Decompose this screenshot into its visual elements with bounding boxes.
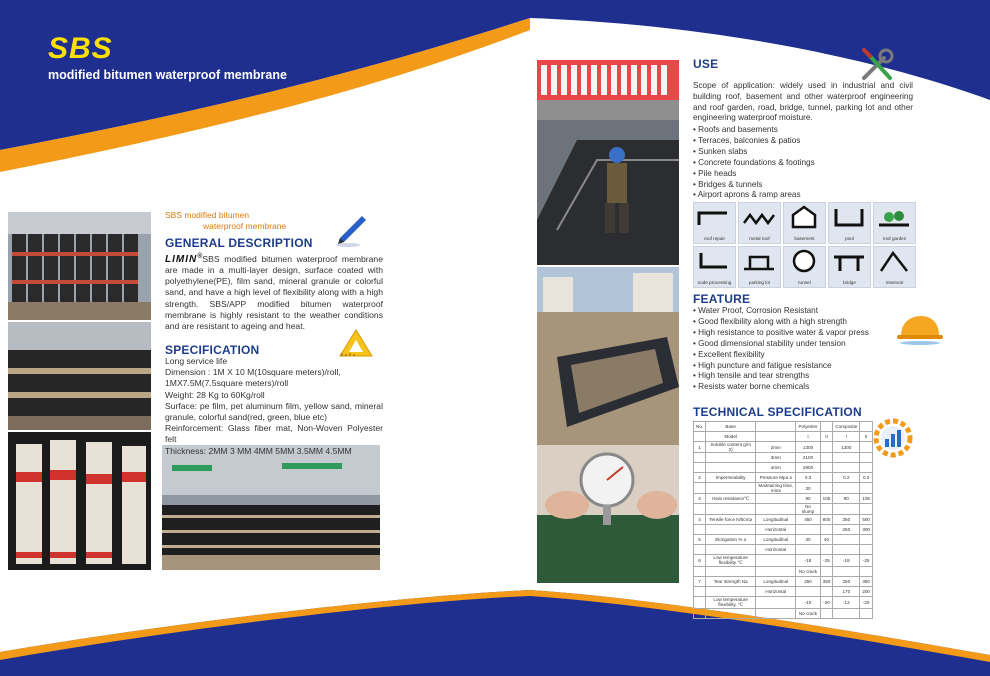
brand-registered-mark: ® bbox=[197, 253, 203, 260]
use-item: • Airport aprons & ramp areas bbox=[693, 190, 815, 201]
table-cell: 3mm bbox=[756, 453, 796, 463]
feature-item: • High puncture and fatigue resistance bbox=[693, 361, 869, 372]
table-cell: Tensile force N/5cm≥ bbox=[706, 515, 756, 525]
table-cell bbox=[833, 535, 860, 545]
table-row bbox=[694, 525, 873, 535]
table-cell bbox=[820, 453, 833, 463]
table-cell bbox=[860, 453, 873, 463]
table-cell: Polyester bbox=[796, 422, 820, 432]
table-cell bbox=[694, 504, 706, 515]
table-cell: 1 bbox=[694, 442, 706, 453]
table-cell bbox=[820, 545, 833, 555]
basement-icon bbox=[787, 205, 822, 229]
table-cell bbox=[820, 609, 833, 619]
table-cell bbox=[820, 463, 833, 473]
table-cell: 2mm bbox=[756, 442, 796, 453]
table-cell bbox=[694, 432, 706, 442]
spec-line: Weight: 28 Kg to 60Kg/roll bbox=[165, 389, 265, 400]
table-cell bbox=[694, 609, 706, 619]
use-item: • Terraces, balconies & patios bbox=[693, 136, 815, 147]
table-cell: Longitudinal bbox=[756, 535, 796, 545]
table-cell bbox=[796, 545, 820, 555]
roof-repair-icon bbox=[697, 205, 732, 229]
general-description-heading: GENERAL DESCRIPTION bbox=[165, 236, 313, 250]
table-cell bbox=[833, 453, 860, 463]
general-description-text bbox=[165, 251, 383, 332]
technical-specification-table bbox=[693, 421, 873, 619]
spec-line: Dimension : 1M X 10 M(10square meters)/roll, bbox=[165, 367, 341, 378]
pool-icon bbox=[832, 205, 867, 229]
table-row bbox=[694, 453, 873, 463]
table-cell bbox=[820, 442, 833, 453]
parking-lot-icon bbox=[742, 249, 777, 273]
wrench-screwdriver-icon bbox=[858, 46, 898, 84]
table-cell: 2900 bbox=[796, 463, 820, 473]
feature-item: • Good flexibility along with a high strength bbox=[693, 317, 869, 328]
photo-factory-floor bbox=[162, 445, 380, 570]
table-cell: Composite bbox=[833, 422, 860, 432]
table-cell bbox=[820, 587, 833, 597]
table-cell: -10 bbox=[796, 597, 820, 609]
table-cell: 170 bbox=[833, 587, 860, 597]
reservoir-icon bbox=[877, 249, 912, 273]
table-cell bbox=[694, 597, 706, 609]
table-cell bbox=[833, 504, 860, 515]
table-cell: 2100 bbox=[796, 453, 820, 463]
table-cell bbox=[833, 463, 860, 473]
table-cell: I bbox=[796, 432, 820, 442]
use-item: • Pile heads bbox=[693, 169, 815, 180]
application-tile-roof-garden: roof garden bbox=[873, 202, 916, 244]
feature-list bbox=[693, 306, 869, 393]
bridge-icon bbox=[832, 249, 867, 273]
table-cell: 105 bbox=[820, 494, 833, 504]
spec-line: Reinforcement: Glass fiber mat, Non-Woven Polyester felt bbox=[165, 423, 383, 445]
table-cell bbox=[694, 463, 706, 473]
specification-list bbox=[165, 356, 383, 457]
table-cell bbox=[860, 545, 873, 555]
table-cell bbox=[706, 483, 756, 494]
table-cell: 200 bbox=[860, 587, 873, 597]
table-cell: Elongation % ≥ bbox=[706, 535, 756, 545]
table-cell: Tear strength N≥ bbox=[706, 577, 756, 587]
table-cell: Low temperature flexibility ℃ bbox=[706, 555, 756, 567]
spec-line: Long service life bbox=[165, 356, 228, 366]
table-cell: 30 bbox=[796, 483, 820, 494]
table-cell: No slump bbox=[796, 504, 820, 515]
table-cell: 7 bbox=[694, 577, 706, 587]
table-cell: Low temperature flexibility, ℃ bbox=[706, 597, 756, 609]
application-tile-bridge: bridge bbox=[828, 246, 871, 288]
table-cell: 1300 bbox=[833, 442, 860, 453]
set-square-ruler-icon bbox=[336, 326, 376, 360]
feature-heading: FEATURE bbox=[693, 292, 751, 306]
application-tile-tunnel: tunnel bbox=[783, 246, 826, 288]
table-row bbox=[694, 422, 873, 432]
table-cell bbox=[694, 453, 706, 463]
photo-roll-stacks bbox=[8, 322, 151, 430]
table-cell: Impermeability bbox=[706, 473, 756, 483]
pen-icon bbox=[334, 212, 368, 248]
table-cell: -20 bbox=[820, 597, 833, 609]
table-cell bbox=[706, 504, 756, 515]
table-cell bbox=[820, 473, 833, 483]
feature-item: • Good dimensional stability under tension bbox=[693, 339, 869, 350]
table-cell: I bbox=[833, 432, 860, 442]
orange-heading-line1: SBS modified bitumen bbox=[165, 210, 250, 220]
metal-roof-icon bbox=[742, 205, 777, 229]
table-cell: 450 bbox=[796, 515, 820, 525]
table-cell: Pressure Mpa ≥ bbox=[756, 473, 796, 483]
table-cell bbox=[860, 567, 873, 577]
table-cell bbox=[694, 587, 706, 597]
table-cell: No crack bbox=[796, 567, 820, 577]
table-cell: Longitudinal bbox=[756, 515, 796, 525]
application-tile-pool: pool bbox=[828, 202, 871, 244]
table-cell: 2 bbox=[694, 473, 706, 483]
table-cell: 250 bbox=[833, 525, 860, 535]
application-tile-reservoir: reservoir bbox=[873, 246, 916, 288]
use-list bbox=[693, 125, 815, 201]
orange-heading-line2: waterproof membrane bbox=[203, 221, 287, 231]
table-cell: 500 bbox=[860, 515, 873, 525]
table-cell bbox=[706, 453, 756, 463]
table-cell bbox=[756, 609, 796, 619]
table-cell bbox=[860, 422, 873, 432]
brand-name: LIMIN bbox=[165, 253, 198, 265]
table-row bbox=[694, 597, 873, 609]
table-cell: 0.2 bbox=[833, 473, 860, 483]
technical-specification-heading: TECHNICAL SPECIFICATION bbox=[693, 405, 862, 419]
table-cell bbox=[694, 483, 706, 494]
table-cell bbox=[820, 422, 833, 432]
table-cell: 40 bbox=[820, 535, 833, 545]
application-tile-roof-repair: roof repair bbox=[693, 202, 736, 244]
table-cell bbox=[706, 525, 756, 535]
table-cell: 6 bbox=[694, 555, 706, 567]
table-cell bbox=[833, 567, 860, 577]
gear-chart-icon bbox=[871, 417, 915, 459]
table-cell: Horizontal bbox=[756, 525, 796, 535]
table-cell: Model bbox=[706, 432, 756, 442]
table-cell: No crack bbox=[796, 609, 820, 619]
table-cell: II bbox=[820, 432, 833, 442]
feature-item: • Excellent flexibility bbox=[693, 350, 869, 361]
use-scope-text: Scope of application: widely used in industrial and civil building roof, basement and other waterproof engineering and roof garden, road, bridge, tunnel, parking lot and other engineering waterproof moisture. bbox=[693, 81, 913, 123]
table-row bbox=[694, 483, 873, 494]
table-cell: 300 bbox=[860, 525, 873, 535]
brochure-title: SBS bbox=[48, 32, 113, 65]
table-cell bbox=[756, 567, 796, 577]
table-cell bbox=[820, 504, 833, 515]
table-cell bbox=[756, 555, 796, 567]
table-cell: 4mm bbox=[756, 463, 796, 473]
photo-roll-labels-closeup bbox=[8, 432, 151, 570]
table-cell bbox=[694, 525, 706, 535]
table-row bbox=[694, 463, 873, 473]
table-row bbox=[694, 567, 873, 577]
table-cell: II bbox=[860, 432, 873, 442]
tunnel-icon bbox=[787, 249, 822, 273]
table-cell: -18 bbox=[833, 555, 860, 567]
application-tile-node-processing: node processing bbox=[693, 246, 736, 288]
table-cell: Base bbox=[706, 422, 756, 432]
table-cell: 250 bbox=[833, 577, 860, 587]
feature-item: • Resists water borne chemicals bbox=[693, 382, 869, 393]
table-cell: 5 bbox=[694, 535, 706, 545]
table-cell: Horizontal bbox=[756, 587, 796, 597]
table-cell bbox=[706, 567, 756, 577]
table-cell bbox=[860, 535, 873, 545]
spec-line: Surface: pe film, pet aluminum film, yellow sand, mineral granule, colorful sand(red, green, blue etc) bbox=[165, 400, 383, 423]
table-cell bbox=[860, 504, 873, 515]
table-cell bbox=[694, 545, 706, 555]
table-cell: 800 bbox=[820, 515, 833, 525]
node-processing-icon bbox=[697, 249, 732, 273]
table-cell bbox=[833, 483, 860, 494]
table-row bbox=[694, 555, 873, 567]
table-cell bbox=[706, 609, 756, 619]
table-cell bbox=[860, 463, 873, 473]
table-row bbox=[694, 545, 873, 555]
use-item: • Concrete foundations & footings bbox=[693, 158, 815, 169]
table-row bbox=[694, 577, 873, 587]
table-cell: -25 bbox=[860, 555, 873, 567]
table-cell: 90 bbox=[796, 494, 820, 504]
application-tile-parking-lot: parking lot bbox=[738, 246, 781, 288]
table-cell: -25 bbox=[820, 555, 833, 567]
table-row bbox=[694, 442, 873, 453]
table-cell: Longitudinal bbox=[756, 577, 796, 587]
spec-line: Thickness: 2MM 3 MM 4MM 5MM 3.5MM 4.5MM bbox=[165, 445, 352, 456]
feature-item: • Water Proof, Corrosion Resistant bbox=[693, 306, 869, 317]
use-item: • Bridges & tunnels bbox=[693, 180, 815, 191]
table-cell bbox=[694, 567, 706, 577]
table-cell bbox=[820, 567, 833, 577]
table-cell: 350 bbox=[820, 577, 833, 587]
table-cell bbox=[860, 442, 873, 453]
table-cell: 90 bbox=[833, 494, 860, 504]
hard-hat-icon bbox=[895, 312, 945, 346]
table-cell: 1300 bbox=[796, 442, 820, 453]
table-row bbox=[694, 587, 873, 597]
table-cell: Heat resistance℃ bbox=[706, 494, 756, 504]
table-cell: 105 bbox=[860, 494, 873, 504]
table-cell: -18 bbox=[796, 555, 820, 567]
feature-item: • High tensile and tear strengths bbox=[693, 371, 869, 382]
table-row bbox=[694, 504, 873, 515]
table-cell bbox=[833, 609, 860, 619]
brochure-subtitle: modified bitumen waterproof membrane bbox=[48, 68, 287, 82]
table-cell bbox=[756, 432, 796, 442]
table-cell: Maintaining time, min≥ bbox=[756, 483, 796, 494]
table-cell: 30 bbox=[796, 535, 820, 545]
photo-membrane-rolls-warehouse bbox=[8, 212, 151, 320]
table-cell bbox=[833, 545, 860, 555]
specification-heading: SPECIFICATION bbox=[165, 343, 260, 357]
feature-item: • High resistance to positive water & vapor press bbox=[693, 328, 869, 339]
table-cell: -20 bbox=[860, 597, 873, 609]
table-cell bbox=[860, 609, 873, 619]
table-cell: 350 bbox=[860, 577, 873, 587]
use-item: • Sunken slabs bbox=[693, 147, 815, 158]
table-cell bbox=[756, 494, 796, 504]
table-cell: -12 bbox=[833, 597, 860, 609]
photo-basement-construction bbox=[537, 267, 679, 445]
photo-worker-applying-membrane bbox=[537, 60, 679, 265]
table-cell bbox=[706, 463, 756, 473]
use-item: • Roofs and basements bbox=[693, 125, 815, 136]
application-tile-basement: basement bbox=[783, 202, 826, 244]
table-cell: Horizontal bbox=[756, 545, 796, 555]
table-cell: Soluble content g/m 2) bbox=[706, 442, 756, 453]
table-cell: 0.3 bbox=[796, 473, 820, 483]
roof-garden-icon bbox=[877, 205, 912, 229]
table-row bbox=[694, 515, 873, 525]
table-cell bbox=[820, 525, 833, 535]
table-row bbox=[694, 473, 873, 483]
table-cell bbox=[796, 587, 820, 597]
table-cell bbox=[706, 545, 756, 555]
general-description-body: SBS modified bitumen waterproof membrane are made in a multi-layer design, surface coated with polyethylene(PE), film sand, mineral granule or colorful sand, and have a high level of flexibility along with a high strength. SBS/APP modified bitumen waterproof membrane is highly resistant to the weather conditions and are resistant to ageing and heat. bbox=[165, 253, 383, 332]
use-heading: USE bbox=[693, 57, 719, 71]
table-cell bbox=[796, 525, 820, 535]
table-cell: 350 bbox=[833, 515, 860, 525]
photo-thickness-gauge-measurement bbox=[537, 445, 679, 583]
table-cell bbox=[820, 483, 833, 494]
table-cell bbox=[756, 597, 796, 609]
table-row bbox=[694, 432, 873, 442]
table-cell bbox=[756, 504, 796, 515]
spec-line: 1MX7.5M(7.5square meters)/roll bbox=[165, 378, 289, 389]
table-cell bbox=[860, 483, 873, 494]
table-cell: 3 bbox=[694, 494, 706, 504]
table-row bbox=[694, 494, 873, 504]
table-cell: 250 bbox=[796, 577, 820, 587]
table-cell: 0.3 bbox=[860, 473, 873, 483]
table-cell: 4 bbox=[694, 515, 706, 525]
table-row bbox=[694, 609, 873, 619]
table-cell bbox=[756, 422, 796, 432]
table-cell bbox=[706, 587, 756, 597]
application-tile-metal-roof: metal roof bbox=[738, 202, 781, 244]
table-row bbox=[694, 535, 873, 545]
table-cell: No. bbox=[694, 422, 706, 432]
